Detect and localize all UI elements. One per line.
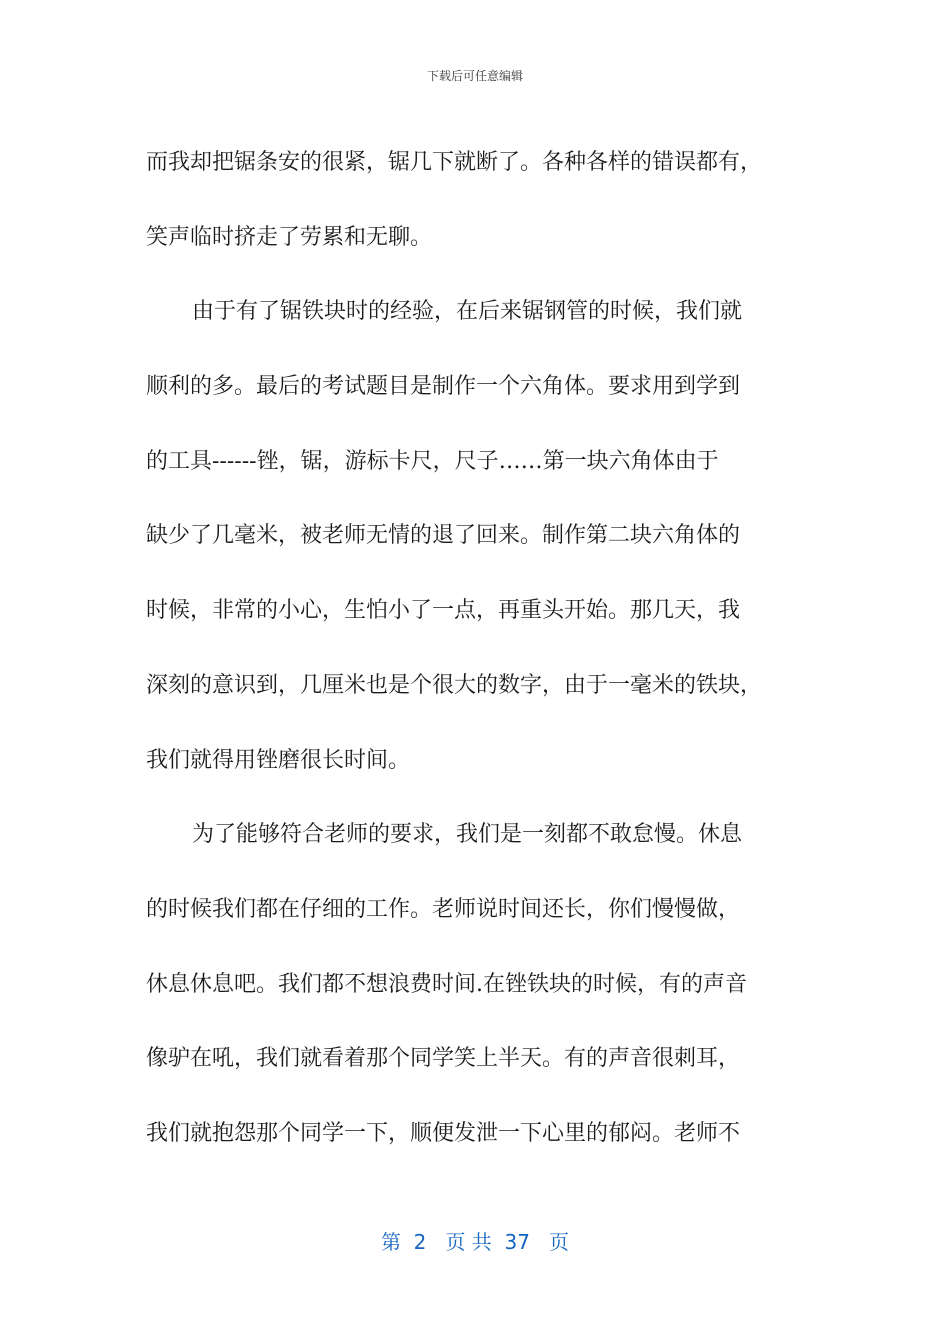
page-header: 下载后可任意编辑 [426, 69, 523, 83]
text-line: 像驴在吼，我们就看着那个同学笑上半天。有的声音很刺耳， [146, 1046, 741, 1072]
text-line: 休息休息吧。我们都不想浪费时间.在锉铁块的时候，有的声音 [146, 971, 747, 997]
text-line: 的时候我们都在仔细的工作。老师说时间还长，你们慢慢做， [146, 896, 741, 922]
text-line: 深刻的意识到，几厘米也是个很大的数字，由于一毫米的铁块， [146, 672, 763, 698]
text-line: 缺少了几毫米，被老师无情的退了回来。制作第二块六角体的 [146, 523, 741, 549]
text-line: 而我却把锯条安的很紧，锯几下就断了。各种各样的错误都有， [146, 150, 763, 175]
text-line: 时候，非常的小心，生怕小了一点，再重头开始。那几天，我 [146, 598, 741, 624]
text-line: 的工具------锉，锯，游标卡尺，尺子……第一块六角体由于 [146, 448, 719, 474]
text-line: 笑声临时挤走了劳累和无聊。 [146, 224, 433, 250]
text-line: 我们就得用锉磨很长时间。 [146, 747, 411, 773]
text-line: 顺利的多。最后的考试题目是制作一个六角体。要求用到学到 [146, 374, 741, 400]
document-body [146, 126, 810, 1172]
text-line-indent: 由于有了锯铁块时的经验，在后来锯钢管的时候，我们就 [192, 299, 743, 325]
text-line-indent: 为了能够符合老师的要求，我们是一刻都不敢怠慢。休息 [192, 822, 743, 848]
text-line: 我们就抱怨那个同学一下，顺便发泄一下心里的郁闷。老师不 [146, 1120, 741, 1146]
page-number-footer: 第 2 页 共 37 页 [380, 1230, 570, 1254]
